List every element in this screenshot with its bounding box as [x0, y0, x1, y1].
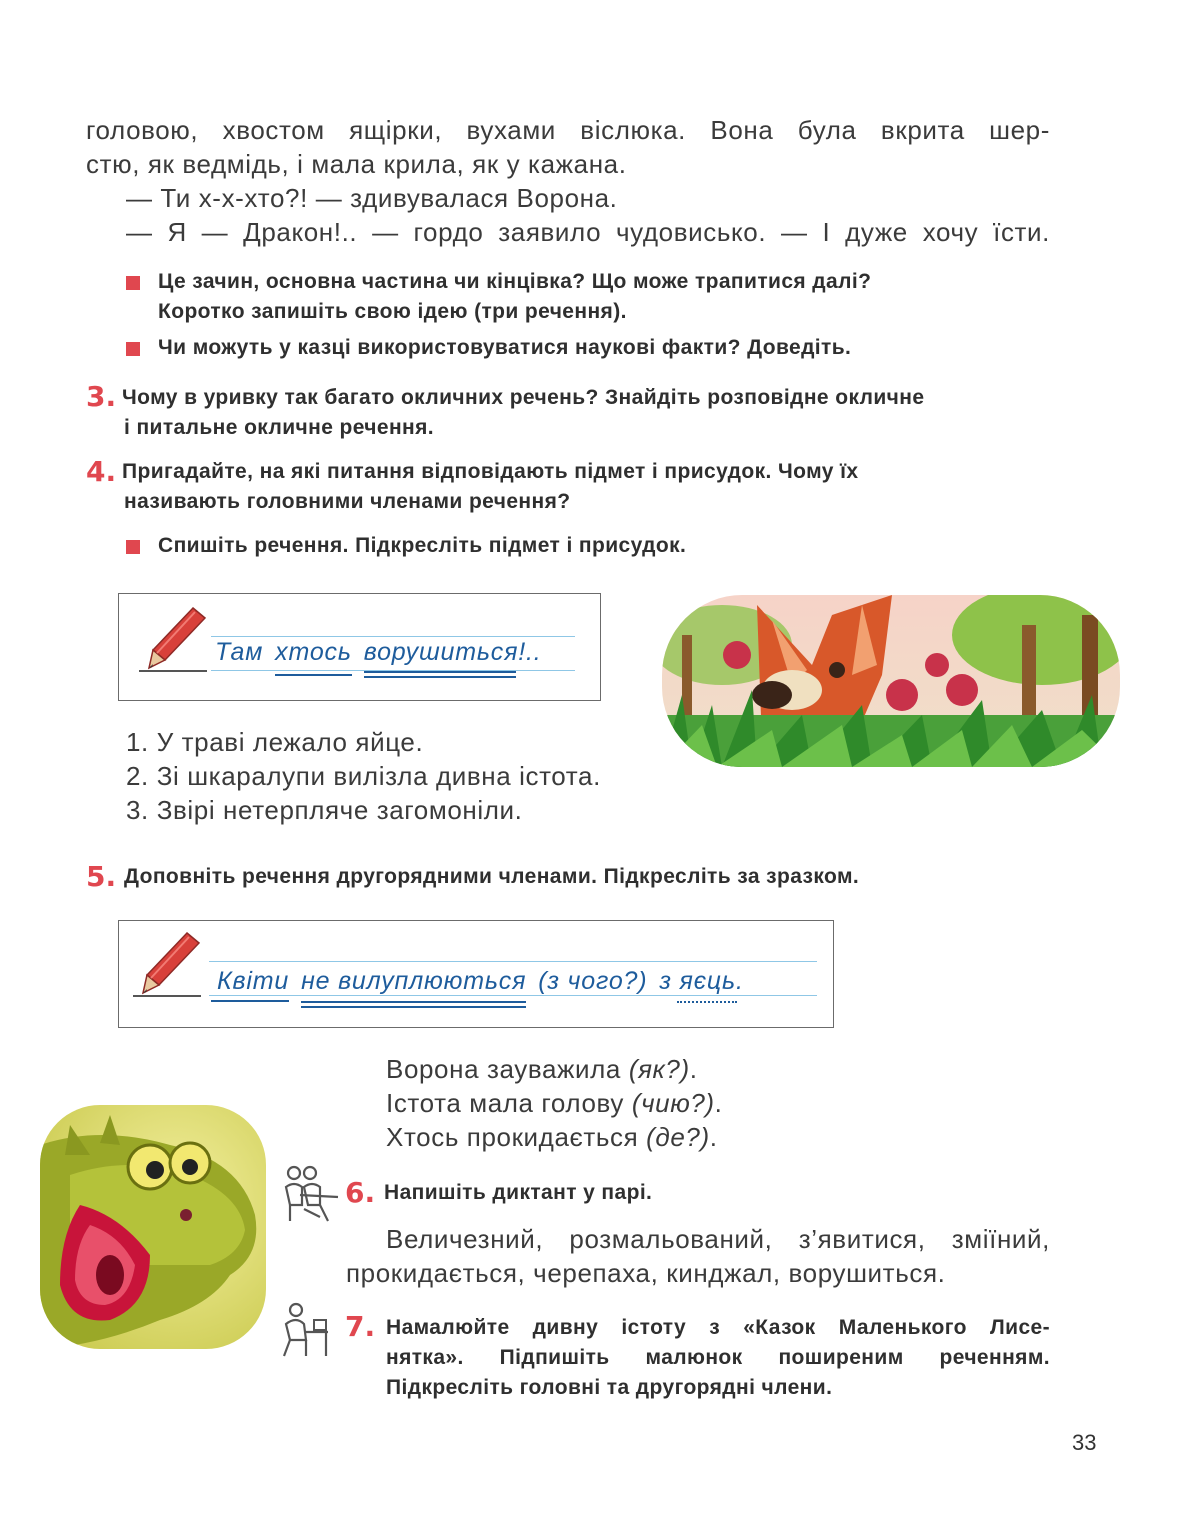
story-line-3: — Ти х-х-хто?! — здивувалася Ворона. [126, 183, 618, 213]
fox-illustration [662, 595, 1120, 767]
task-5-sentence-3: Хтось прокидається (де?). [386, 1122, 718, 1152]
desk-work-icon [278, 1302, 334, 1358]
sample-predicate: не вилуплюються [301, 967, 526, 996]
task-5-text: Доповніть речення другорядними членами. Підкресліть за зразком. [124, 865, 860, 888]
pencil-icon [135, 604, 213, 678]
guide-line [211, 636, 575, 637]
task-7-line-2: нятка». Підпишіть малюнок поширеним реченням. [386, 1346, 1050, 1369]
subject-underline [211, 1000, 289, 1002]
task-4-bullet: Спишіть речення. Підкресліть підмет і присудок. [158, 534, 687, 557]
story-line-4: — Я — Дракон!.. — гордо заявило чудовисько. — І дуже хочу їсти. [126, 217, 1050, 247]
task-5-number: 5. [86, 860, 117, 893]
task-6-number: 6. [345, 1176, 376, 1209]
bullet-marker [126, 540, 140, 554]
task-4-line-2: називають головними членами речення? [124, 490, 571, 513]
story-line-2: стю, як ведмідь, і мала крила, як у кажана. [86, 149, 627, 179]
sample-predicate: ворушиться!.. [364, 638, 542, 667]
task-4-number: 4. [86, 455, 117, 488]
sample-box-2 [118, 920, 834, 1028]
sample-subject: хтось [275, 638, 352, 667]
predicate-underline-bottom [301, 1006, 526, 1008]
task-4-sentence-2: 2. Зі шкаралупи вилізла дивна істота. [126, 761, 601, 791]
task-3-number: 3. [86, 380, 117, 413]
task-6-words-2: прокидається, черепаха, кинджал, ворушиться. [346, 1258, 946, 1288]
task-5-sentence-2: Істота мала голову (чию?). [386, 1088, 723, 1118]
guide-line [209, 961, 817, 962]
sample-sentence [215, 638, 542, 667]
task-3-line-1: Чому в уривку так багато окличних речень? Знайдіть розповідне окличне [122, 386, 925, 409]
pair-work-icon [280, 1165, 342, 1223]
task-5-sentence-1: Ворона зауважила (як?). [386, 1054, 698, 1084]
bullet-marker [126, 276, 140, 290]
task-7-number: 7. [345, 1310, 376, 1343]
predicate-underline-bottom [364, 676, 516, 678]
task-4-line-1: Пригадайте, на які питання відповідають підмет і присудок. Чому їх [122, 460, 859, 483]
sample-word: Там [215, 638, 264, 666]
sample-question: (з чого?) [538, 967, 648, 995]
task-7-line-3: Підкресліть головні та другорядні члени. [386, 1376, 833, 1399]
sample-subject: Квіти [217, 967, 289, 996]
sample-box-1 [118, 593, 601, 701]
task-7-line-1: Намалюйте дивну істоту з «Казок Маленького Лисе- [386, 1316, 1050, 1339]
dragon-illustration [40, 1105, 266, 1349]
task-3-line-2: і питальне окличне речення. [124, 416, 435, 439]
question-1-line-2: Коротко запишіть свою ідею (три речення). [158, 300, 627, 323]
question-2: Чи можуть у казці використовуватися наукові факти? Доведіть. [158, 336, 852, 359]
predicate-underline-top [301, 1001, 526, 1003]
task-6-words-1: Величезний, розмальований, з’явитися, зміїний, [386, 1224, 1050, 1254]
bullet-marker [126, 342, 140, 356]
task-4-sentence-1: 1. У траві лежало яйце. [126, 727, 424, 757]
story-line-1: головою, хвостом ящірки, вухами віслюка. Вона була вкрита шер- [86, 115, 1050, 145]
sample-secondary: з яєць. [659, 967, 743, 996]
task-6-text: Напишіть диктант у парі. [384, 1181, 653, 1204]
secondary-underline [677, 1001, 737, 1003]
task-4-sentence-3: 3. Звірі нетерпляче загомоніли. [126, 795, 523, 825]
pencil-icon [129, 929, 207, 1003]
subject-underline [275, 674, 352, 676]
page-number: 33 [1072, 1430, 1097, 1455]
predicate-underline-top [364, 671, 516, 673]
question-1-line-1: Це зачин, основна частина чи кінцівка? Що може трапитися далі? [158, 270, 872, 293]
sample-sentence [217, 967, 744, 996]
